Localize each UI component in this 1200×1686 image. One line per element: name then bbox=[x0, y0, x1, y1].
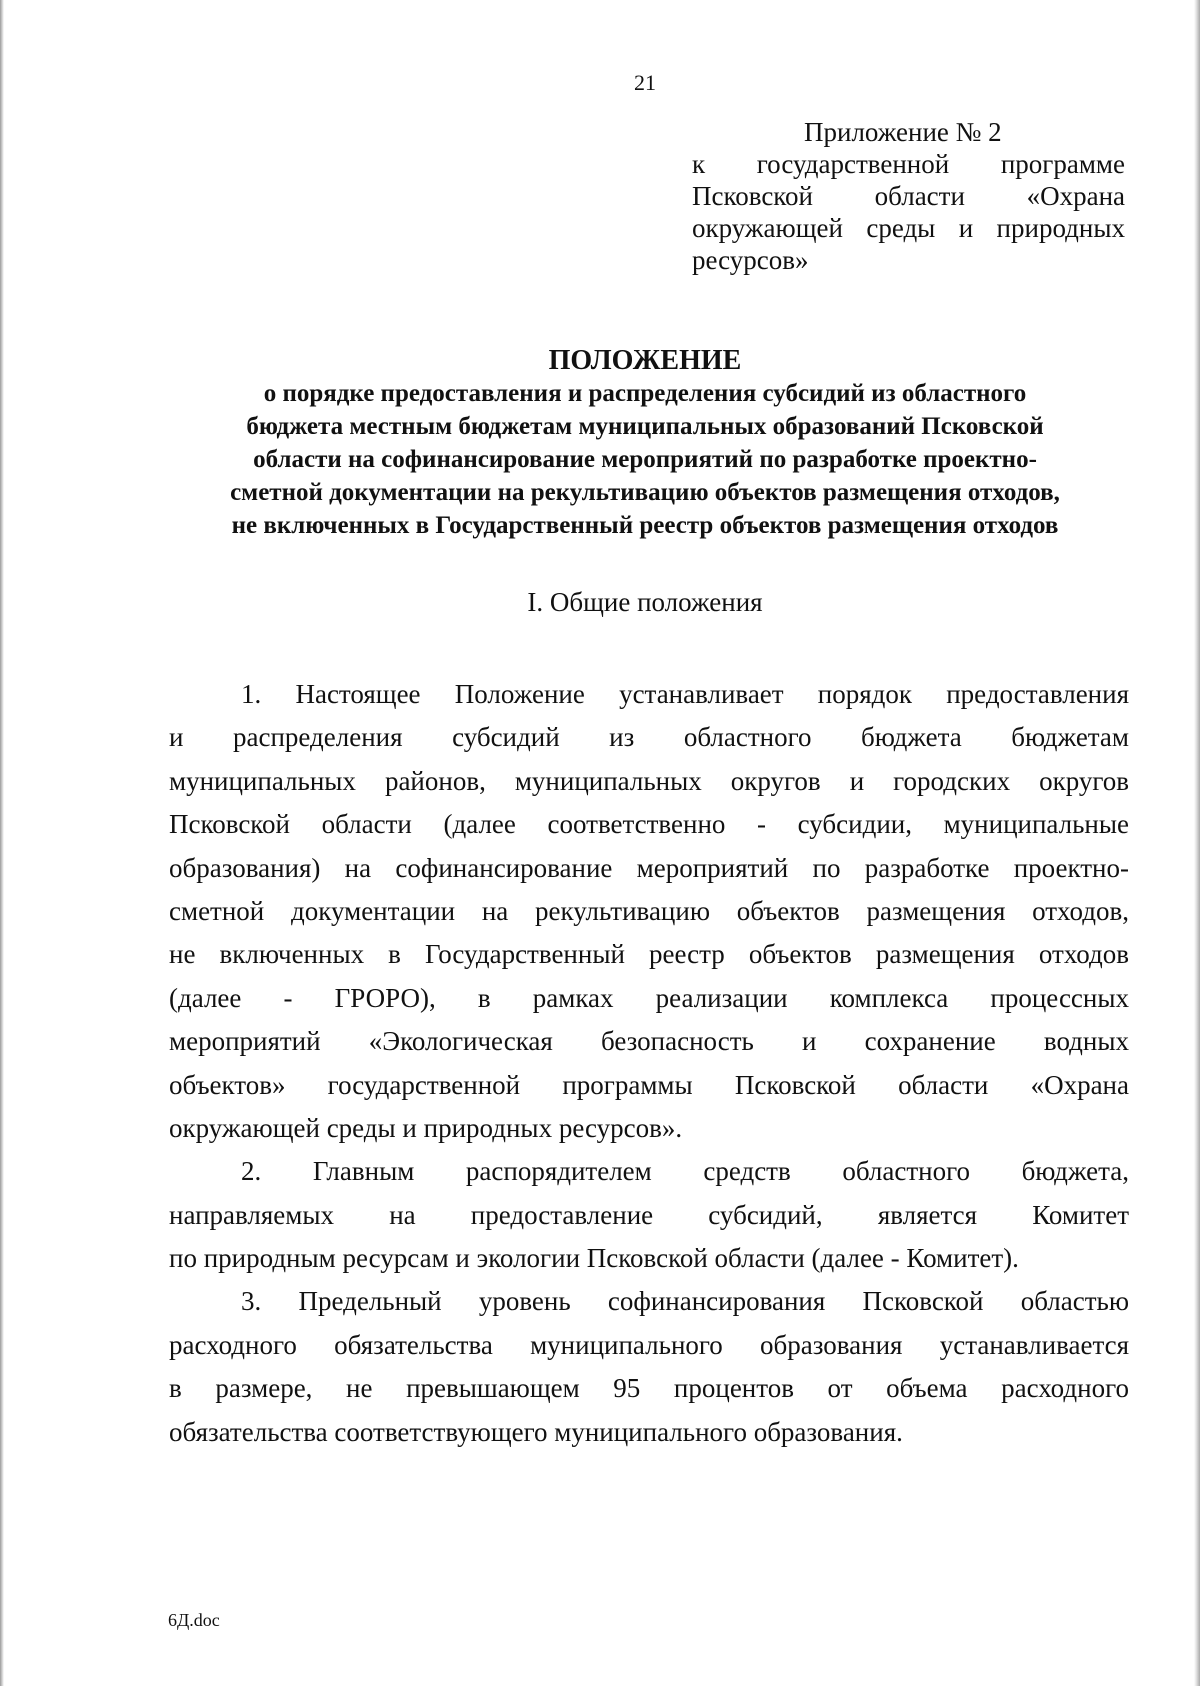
document-subtitle-line: бюджета местным бюджетам муниципальных образований Псковской bbox=[246, 413, 1044, 440]
document-subtitle-line: сметной документации на рекультивацию объектов размещения отходов, bbox=[230, 479, 1060, 506]
document-heading bbox=[160, 345, 1130, 542]
paragraph-line: расходного обязательства муниципального образования устанавливается bbox=[169, 1329, 1129, 1360]
paragraph-line: в размере, не превышающем 95 процентов от объема расходного bbox=[169, 1373, 1129, 1404]
appendix-line: ресурсов» bbox=[692, 245, 809, 275]
paragraph-line: 3. Предельный уровень софинансирования Псковской областью bbox=[241, 1286, 1129, 1317]
page-number: 21 bbox=[634, 70, 656, 95]
body-text bbox=[169, 673, 1129, 1454]
appendix-line: окружающей среды и природных bbox=[692, 213, 1125, 243]
paragraph-line: муниципальных районов, муниципальных округов и городских округов bbox=[169, 765, 1129, 796]
appendix-line: к государственной программе bbox=[692, 149, 1125, 179]
paragraph-line: образования) на софинансирование мероприятий по разработке проектно- bbox=[169, 852, 1129, 883]
paragraph-line: обязательства соответствующего муниципального образования. bbox=[169, 1416, 903, 1447]
paragraph-line: не включенных в Государственный реестр объектов размещения отходов bbox=[169, 939, 1129, 970]
paragraph-1 bbox=[169, 673, 1129, 1150]
appendix-line: Псковской области «Охрана bbox=[692, 181, 1125, 211]
paragraph-line: по природным ресурсам и экологии Псковской области (далее - Комитет). bbox=[169, 1243, 1019, 1274]
appendix-title: Приложение № 2 bbox=[804, 117, 1002, 147]
paragraph-line: мероприятий «Экологическая безопасность и сохранение водных bbox=[169, 1026, 1129, 1057]
paragraph-line: окружающей среды и природных ресурсов». bbox=[169, 1112, 683, 1143]
paragraph-line: 2. Главным распорядителем средств областного бюджета, bbox=[241, 1156, 1129, 1187]
paragraph-line: сметной документации на рекультивацию объектов размещения отходов, bbox=[169, 895, 1129, 926]
document-subtitle-line: о порядке предоставления и распределения субсидий из областного bbox=[263, 380, 1027, 407]
paragraph-line: (далее - ГРОРО), в рамках реализации комплекса процессных bbox=[169, 982, 1129, 1013]
scan-edge-left bbox=[0, 0, 4, 1686]
scan-edge-right bbox=[1194, 0, 1200, 1686]
paragraph-3 bbox=[169, 1280, 1129, 1454]
paragraph-line: Псковской области (далее соответственно - субсидии, муниципальные bbox=[169, 809, 1129, 840]
paragraph-2 bbox=[169, 1150, 1129, 1280]
paragraph-line: объектов» государственной программы Псковской области «Охрана bbox=[169, 1069, 1129, 1100]
paragraph-line: и распределения субсидий из областного бюджета бюджетам bbox=[169, 722, 1129, 753]
paragraph-line: 1. Настоящее Положение устанавливает порядок предоставления bbox=[241, 679, 1129, 709]
section-heading: I. Общие положения bbox=[527, 587, 763, 617]
appendix-block bbox=[692, 116, 1125, 276]
document-subtitle-line: не включенных в Государственный реестр объектов размещения отходов bbox=[231, 512, 1059, 539]
document-subtitle-line: области на софинансирование мероприятий по разработке проектно- bbox=[253, 446, 1037, 473]
document-title: ПОЛОЖЕНИЕ bbox=[548, 345, 742, 376]
paragraph-line: направляемых на предоставление субсидий, является Комитет bbox=[169, 1199, 1129, 1230]
footer-filename: 6Д.doc bbox=[168, 1610, 220, 1630]
